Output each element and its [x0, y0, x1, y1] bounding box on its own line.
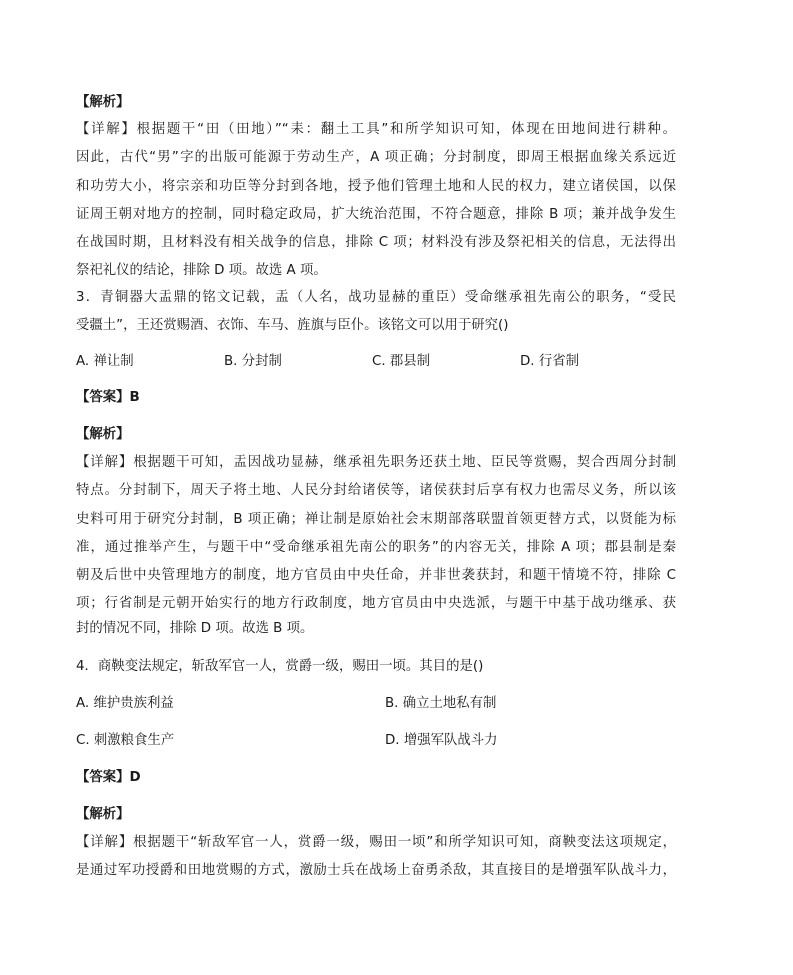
question-4-option-b: B. 确立土地私有制: [385, 696, 497, 711]
detail-line: 项；行省制是元朝开始实行的地方行政制度，地方官员由中央选派，与题干中基于战功继承、获: [76, 596, 676, 611]
analysis-label: 【解析】: [76, 807, 130, 822]
detail-line: 因此，古代“男”字的出版可能源于劳动生产，A 项正确；分封制度，即周王根据血缘关系远近: [76, 150, 676, 165]
analysis-label: 【解析】: [76, 427, 130, 442]
detail-line: 特点。分封制下，周天子将土地、人民分封给诸侯等，诸侯获封后享有权力也需尽义务，所以该: [76, 483, 676, 498]
detail-line: 【详解】根据题干“田（田地）”“耒：翻土工具”和所学知识可知，体现在田地间进行耕种。: [76, 122, 676, 137]
question-3-option-a: A. 禅让制: [76, 354, 134, 369]
question-3-option-d: D. 行省制: [520, 354, 579, 369]
question-4-option-a: A. 维护贵族利益: [76, 696, 174, 711]
question-4-option-c: C. 刺激粮食生产: [76, 733, 175, 748]
detail-line: 准，通过推举产生，与题干中“受命继承祖先南公的职务”的内容无关，排除 A 项；郡县制是秦: [76, 540, 676, 555]
question-4-option-d: D. 增强军队战斗力: [385, 733, 498, 748]
question-3-option-c: C. 郡县制: [372, 354, 431, 369]
detail-line: 祭祀礼仪的结论，排除 D 项。故选 A 项。: [76, 263, 327, 278]
question-3-stem: 3．青铜器大盂鼎的铭文记载，盂（人名，战功显赫的重臣）受命继承祖先南公的职务，“受民: [76, 290, 676, 305]
detail-line: 【详解】根据题干可知，盂因战功显赫，继承祖先职务还获土地、臣民等赏赐，契合西周分封制: [76, 455, 676, 470]
detail-line: 史料可用于研究分封制，B 项正确；禅让制是原始社会末期部落联盟首领更替方式，以贤能为标: [76, 512, 676, 527]
detail-line: 证周王朝对地方的控制，同时稳定政局，扩大统治范围，不符合题意，排除 B 项；兼并战争发生: [76, 207, 676, 222]
detail-line: 和功劳大小，将宗亲和功臣等分封到各地，授予他们管理土地和人民的权力，建立诸侯国，以保: [76, 179, 676, 194]
detail-line: 在战国时期，且材料没有相关战争的信息，排除 C 项；材料没有涉及祭祀相关的信息，无法得出: [76, 235, 676, 250]
answer-label: 【答案】B: [76, 390, 140, 405]
detail-line: 【详解】根据题干“斩敌军官一人，赏爵一级，赐田一顷”和所学知识可知，商鞅变法这项规定，: [76, 835, 676, 850]
detail-line: 朝及后世中央管理地方的制度，地方官员由中央任命，并非世袭获封，和题干情境不符，排除 C: [76, 568, 676, 583]
question-3-option-b: B. 分封制: [224, 354, 282, 369]
detail-line: 是通过军功授爵和田地赏赐的方式，激励士兵在战场上奋勇杀敌，其直接目的是增强军队战斗力，: [76, 863, 676, 878]
question-4-stem: 4．商鞅变法规定，斩敌军官一人，赏爵一级，赐田一顷。其目的是(): [76, 659, 484, 674]
analysis-label: 【解析】: [76, 95, 130, 110]
detail-line: 封的情况不同，排除 D 项。故选 B 项。: [76, 621, 314, 636]
answer-label: 【答案】D: [76, 770, 141, 785]
question-3-stem: 受疆土”，王还赏赐酒、衣饰、车马、旌旗与臣仆。该铭文可以用于研究(): [76, 318, 509, 333]
